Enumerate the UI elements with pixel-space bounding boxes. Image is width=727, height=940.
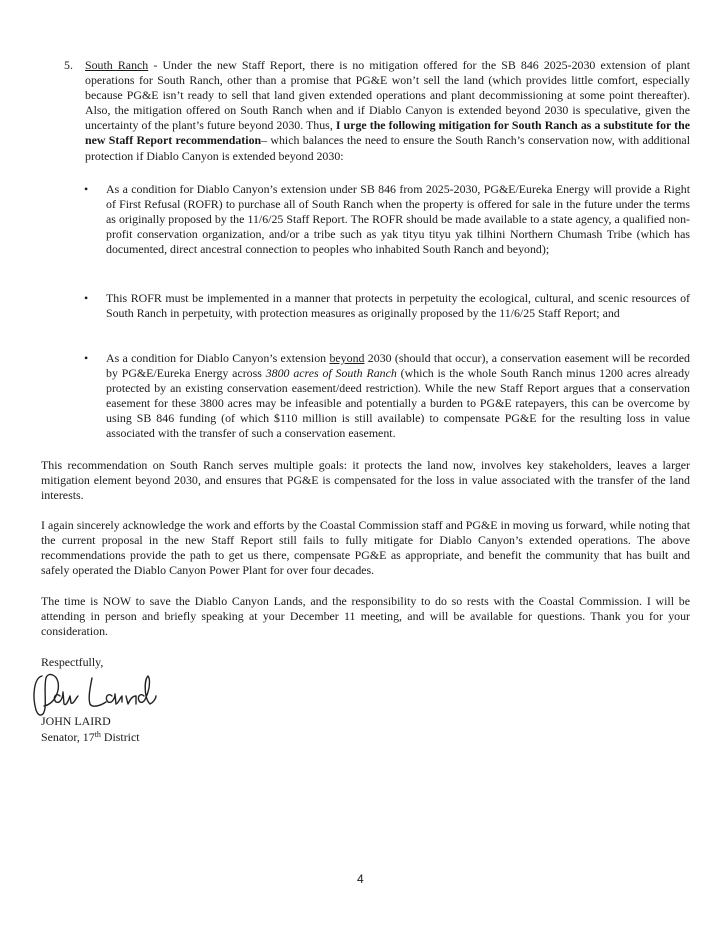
bullet-text-part: 2030 (should that occur), a conservation easement will be recorded by PG&E/Eureka Energy across xyxy=(106,351,690,381)
item-text-a: - Under the new Staff Report, there is no mitigation offered for the SB 846 2025-2030 extension of plant operations for South Ranch, other than a promise that PG&E won’t sell the land (which provides little comfort, especially because PG&E isn’t ready to sell that land given extended operations and plant decommissioning at some point thereafter). Also, the mitigation offered on South Ranch when and if Diablo Canyon is extended beyond 2030 is speculative, given the uncertainty of the plant’s future beyond 2030. Thus, xyxy=(85,58,690,133)
page-number: 4 xyxy=(357,872,364,886)
paragraph-closing-statement: The time is NOW to save the Diablo Canyon Lands, and the responsibility to do so rests with the Coastal Commission. I will be attending in person and briefly speaking at your December 11 meeting, and will be available for questions. Thank you for your consideration. xyxy=(41,594,690,639)
bullet-italic: 3800 acres of South Ranch xyxy=(265,366,397,381)
bullet-item-easement xyxy=(84,351,690,442)
item-text-b: – which balances the need to ensure the South Ranch’s conservation now, with additional protection if Diablo Canyon is extended beyond 2030: xyxy=(85,133,691,163)
signer-title xyxy=(41,730,140,745)
item-bold-text: I urge the following mitigation for South Ranch as a substitute for the new Staff Report recommendation xyxy=(85,118,690,148)
signer-title-superscript: th xyxy=(94,730,101,739)
paragraph-recommendation: This recommendation on South Ranch serves multiple goals: it protects the land now, involves key stakeholders, leaves a larger mitigation element beyond 2030, and ensures that PG&E is compensated for the loss in value associated with the transfer of the land interests. xyxy=(41,458,690,503)
bullet-item-rofr xyxy=(84,182,690,257)
signer-name: JOHN LAIRD xyxy=(41,714,111,728)
bullet-text: This ROFR must be implemented in a manner that protects in perpetuity the ecological, cultural, and scenic resources of South Ranch in perpetuity, with protection measures as originally proposed by the 11/6/25 Staff Report; and xyxy=(106,291,690,321)
bullet-icon: • xyxy=(84,182,89,196)
item-body xyxy=(85,58,690,164)
numbered-item-5 xyxy=(64,58,690,164)
bullet-item-perpetuity xyxy=(84,291,690,321)
bullet-text-part: As a condition for Diablo Canyon’s extension xyxy=(106,351,330,365)
item-number: 5. xyxy=(64,58,73,72)
bullet-underlined: beyond xyxy=(329,351,365,365)
bullet-text-part: (which is the whole South Ranch minus 1200 acres already protected by an existing conservation easement/deed restriction). While the new Staff Report argues that a conservation easement for these 3800 acres may be infeasible and potentially a burden to PG&E ratepayers, this can be overcome by using SB 846 funding (of which $110 million is still available) to compensate PG&E for the resulting loss in value associated with the transfer of such a conservation easement. xyxy=(106,366,690,441)
signer-title-text: District xyxy=(100,730,140,744)
bullet-icon: • xyxy=(84,291,89,305)
paragraph-acknowledgement: I again sincerely acknowledge the work and efforts by the Coastal Commission staff and PG&E in moving us forward, while noting that the current proposal in the new Staff Report still fails to fully mitigate for Diablo Canyon’s extended operations. The above recommendations provide the path to get us there, compensate PG&E as appropriate, and benefit the community that has built and safely operated the Diablo Canyon Power Plant for over four decades. xyxy=(41,518,690,578)
signer-title-text: Senator, 17 xyxy=(41,730,95,744)
bullet-text: As a condition for Diablo Canyon’s extension under SB 846 from 2025-2030, PG&E/Eureka Energy will provide a Right of First Refusal (ROFR) to purchase all of South Ranch when the property is offered for sale in the future under the terms as originally proposed by the 11/6/25 Staff Report. The ROFR should be made available to a state agency, a qualified non-profit conservation organization, and/or a tribe such as yak tityu tityu yak tilhini Northern Chumash Tribe (which has documented, direct ancestral connection to peoples who inhabited South Ranch and beyond); xyxy=(106,182,690,257)
item-heading: South Ranch xyxy=(85,58,149,72)
bullet-text xyxy=(106,351,690,442)
closing-salutation: Respectfully, xyxy=(41,655,104,669)
signature-scribble xyxy=(30,666,160,721)
bullet-icon: • xyxy=(84,351,89,365)
